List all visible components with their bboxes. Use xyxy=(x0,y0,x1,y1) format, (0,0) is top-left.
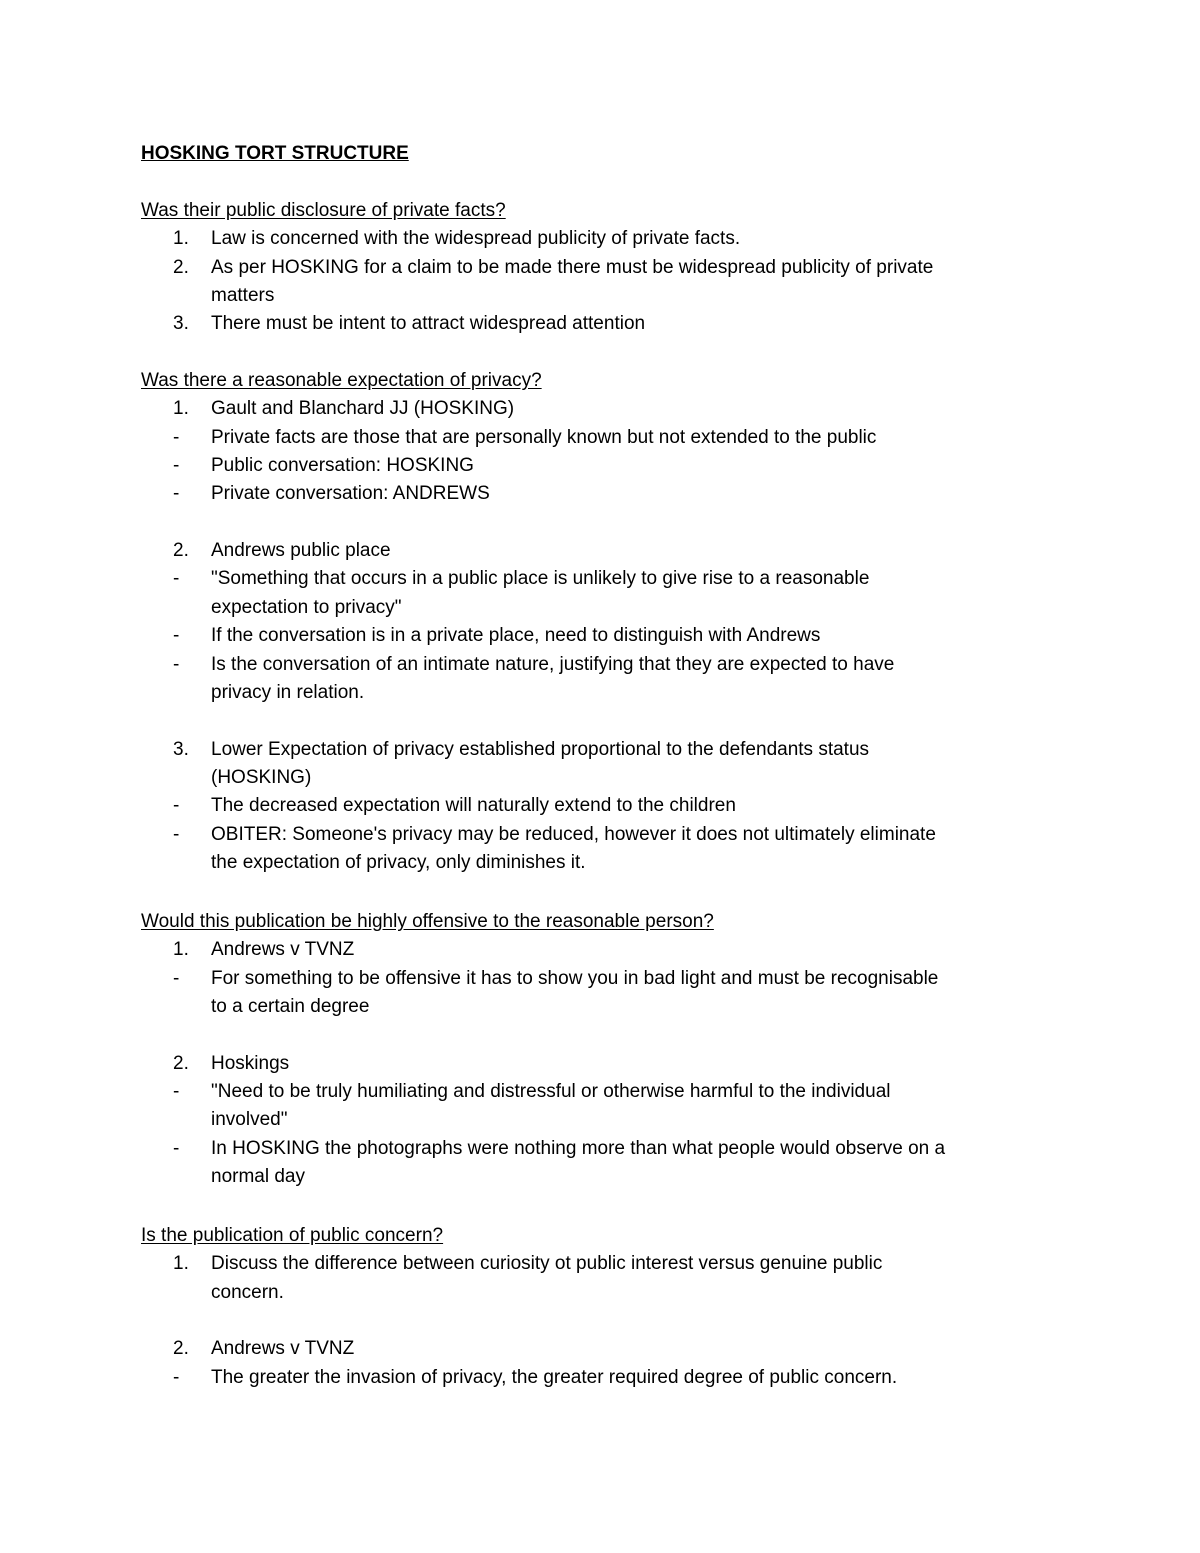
list-item-text: For something to be offensive it has to show you in bad light and must be recognisable xyxy=(211,967,939,989)
list-item-text: (HOSKING) xyxy=(211,766,312,788)
list-item-text: The decreased expectation will naturally extend to the children xyxy=(211,795,736,817)
list-item-text: In HOSKING the photographs were nothing more than what people would observe on a xyxy=(211,1137,946,1159)
bullet-dash: - xyxy=(173,1366,180,1388)
bullet-dash: - xyxy=(173,426,180,448)
bullet-dash: - xyxy=(173,455,180,477)
list-number: 1. xyxy=(173,939,189,961)
list-item-text: privacy in relation. xyxy=(211,681,365,703)
list-item-text: matters xyxy=(211,285,275,307)
bullet-dash: - xyxy=(173,653,180,675)
document-title: HOSKING TORT STRUCTURE xyxy=(141,143,409,164)
list-item-text: expectation to privacy" xyxy=(211,596,402,618)
list-item-text: If the conversation is in a private place, need to distinguish with Andrews xyxy=(211,625,821,647)
list-item-text: the expectation of privacy, only diminishes it. xyxy=(211,851,586,873)
list-item-text: to a certain degree xyxy=(211,996,370,1018)
list-item-text: The greater the invasion of privacy, the greater required degree of public concern. xyxy=(211,1366,898,1388)
bullet-dash: - xyxy=(173,483,180,505)
list-item-text: There must be intent to attract widespread attention xyxy=(211,313,646,335)
list-item-text: involved" xyxy=(211,1109,288,1131)
list-item-text: Is the conversation of an intimate nature, justifying that they are expected to have xyxy=(211,653,895,675)
list-number: 3. xyxy=(173,738,189,760)
section-heading: Was their public disclosure of private facts? xyxy=(141,200,506,221)
bullet-dash: - xyxy=(173,625,180,647)
list-number: 1. xyxy=(173,398,189,420)
section-heading: Would this publication be highly offensive to the reasonable person? xyxy=(141,911,714,932)
bullet-dash: - xyxy=(173,967,180,989)
list-item-text: Public conversation: HOSKING xyxy=(211,455,474,477)
list-item-text: Hoskings xyxy=(211,1052,290,1074)
list-item-text: Law is concerned with the widespread publicity of private facts. xyxy=(211,228,741,250)
bullet-dash: - xyxy=(173,568,180,590)
section-heading: Was there a reasonable expectation of privacy? xyxy=(141,370,542,391)
list-item-text: Private conversation: ANDREWS xyxy=(211,483,490,505)
list-item-text: Andrews v TVNZ xyxy=(211,1338,355,1360)
list-number: 1. xyxy=(173,1253,189,1275)
list-item-text: OBITER: Someone's privacy may be reduced, however it does not ultimately eliminate xyxy=(211,823,936,845)
list-number: 2. xyxy=(173,540,189,562)
list-item-text: normal day xyxy=(211,1166,305,1188)
list-item-text: "Something that occurs in a public place is unlikely to give rise to a reasonable xyxy=(211,568,870,590)
section-heading: Is the publication of public concern? xyxy=(141,1225,444,1246)
list-item-text: Lower Expectation of privacy established proportional to the defendants status xyxy=(211,738,870,760)
list-number: 1. xyxy=(173,228,189,250)
list-item-text: "Need to be truly humiliating and distressful or otherwise harmful to the individual xyxy=(211,1081,891,1103)
list-item-text: Andrews v TVNZ xyxy=(211,939,355,961)
bullet-dash: - xyxy=(173,823,180,845)
bullet-dash: - xyxy=(173,795,180,817)
list-number: 3. xyxy=(173,313,189,335)
list-item-text: Andrews public place xyxy=(211,540,391,562)
list-number: 2. xyxy=(173,1052,189,1074)
list-number: 2. xyxy=(173,256,189,278)
list-item-text: concern. xyxy=(211,1281,284,1303)
list-number: 2. xyxy=(173,1338,189,1360)
bullet-dash: - xyxy=(173,1081,180,1103)
list-item-text: As per HOSKING for a claim to be made there must be widespread publicity of private xyxy=(211,256,934,278)
bullet-dash: - xyxy=(173,1137,180,1159)
list-item-text: Discuss the difference between curiosity ot public interest versus genuine public xyxy=(211,1253,883,1275)
list-item-text: Private facts are those that are personally known but not extended to the public xyxy=(211,426,877,448)
list-item-text: Gault and Blanchard JJ (HOSKING) xyxy=(211,398,515,420)
